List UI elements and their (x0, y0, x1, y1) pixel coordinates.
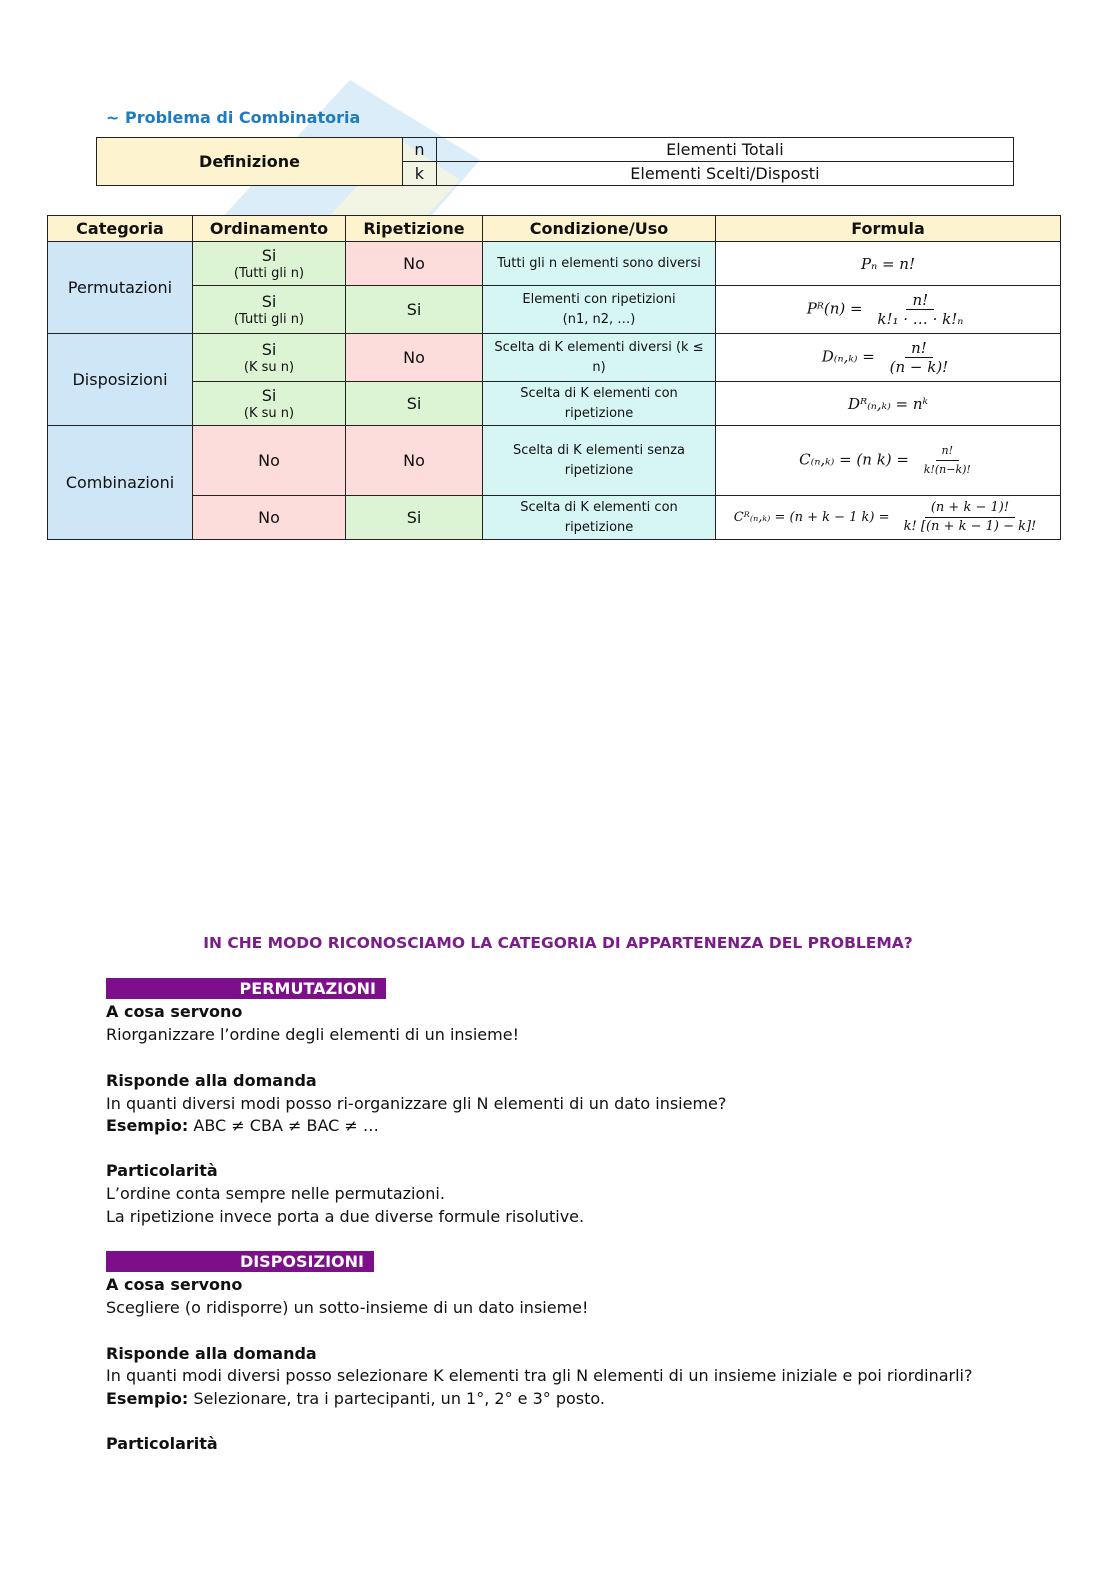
example-label: Esempio: (106, 1389, 189, 1408)
col-header: Categoria (48, 216, 193, 242)
example-text: Selezionare, tra i partecipanti, un 1°, 2° e 3° posto. (188, 1389, 605, 1408)
cond-line: Scelta di K elementi con (520, 385, 678, 401)
disposizioni-text-1: Scegliere (o ridisporre) un sotto-insieme di un dato insieme! (106, 1298, 589, 1317)
col-header: Condizione/Uso (483, 216, 716, 242)
cond-line: ripetizione (564, 519, 634, 535)
formula-combination (716, 426, 1061, 496)
formula-fraction (918, 442, 977, 479)
ripetizione-cell: Si (346, 496, 483, 540)
ripetizione-cell: No (346, 242, 483, 286)
cond-line: ripetizione (564, 405, 634, 421)
ripetizione-cell: No (346, 334, 483, 382)
definition-table (96, 137, 1014, 186)
formula-disposition (716, 334, 1061, 382)
definition-meaning: Elementi Totali (436, 138, 1013, 162)
permutazioni-heading-1: A cosa servono (106, 1002, 243, 1021)
condition-cell (483, 334, 716, 382)
example-text: ABC ≠ CBA ≠ BAC ≠ … (188, 1116, 379, 1135)
formula-numerator: n! (906, 291, 934, 310)
col-header: Ordinamento (193, 216, 346, 242)
permutazioni-text-1: Riorganizzare l’ordine degli elementi di un insieme! (106, 1025, 519, 1044)
permutazioni-text-2: In quanti diversi modi posso ri-organizzare gli N elementi di un dato insieme? (106, 1094, 727, 1113)
formula-lhs: C₍ₙ,ₖ₎ = (n k) = (799, 450, 909, 469)
ordinamento-cell (193, 382, 346, 426)
disposizioni-example (106, 1389, 605, 1408)
permutazioni-heading-3: Particolarità (106, 1161, 218, 1180)
formula-numerator: n! (905, 339, 933, 358)
disposizioni-text-2: In quanti modi diversi posso selezionare K elementi tra gli N elementi di un insieme iniziale e poi riordinarli? (106, 1366, 973, 1385)
condition-cell (483, 382, 716, 426)
permutazioni-text-3b: La ripetizione invece porta a due diverse formule risolutive. (106, 1207, 585, 1226)
disposizioni-heading-1: A cosa servono (106, 1275, 243, 1294)
cond-line: ripetizione (564, 462, 634, 478)
cond-line: (n1, n2, …) (562, 311, 636, 327)
cond-line: Scelta di K elementi senza (512, 442, 685, 458)
condition-cell (483, 496, 716, 540)
category-permutazioni: Permutazioni (48, 242, 193, 334)
permutazioni-banner: PERMUTAZIONI (106, 978, 386, 999)
formula-lhs: D₍ₙ,ₖ₎ = (821, 347, 875, 366)
condition-cell (483, 426, 716, 496)
category-disposizioni: Disposizioni (48, 334, 193, 426)
condition-cell (483, 286, 716, 334)
formula-denominator: k!₁ · … · k!ₙ (877, 310, 964, 328)
cond-line: Scelta di K elementi con (520, 499, 678, 515)
formula-fraction (871, 291, 969, 328)
formula-denominator: (n − k)! (889, 358, 949, 376)
formula-denominator: k!(n−k)! (923, 463, 971, 476)
permutazioni-heading-2: Risponde alla domanda (106, 1071, 317, 1090)
cond-line: n) (592, 359, 606, 375)
formula-permutation-repetition (716, 286, 1061, 334)
ordinamento-cell (193, 334, 346, 382)
ord-value: Si (261, 292, 277, 311)
definition-label: Definizione (97, 138, 403, 186)
condition-cell: Tutti gli n elementi sono diversi (483, 242, 716, 286)
disposizioni-heading-3: Particolarità (106, 1434, 218, 1453)
ordinamento-cell: No (193, 496, 346, 540)
formula-numerator: n! (936, 442, 960, 461)
ripetizione-cell: No (346, 426, 483, 496)
formula-lhs: Cᴿ₍ₙ,ₖ₎ = (n + k − 1 k) = (733, 510, 890, 525)
formula-denominator: k! [(n + k − 1) − k]! (903, 519, 1037, 534)
formula-fraction (884, 339, 955, 376)
permutazioni-example (106, 1116, 379, 1135)
ripetizione-cell: Si (346, 382, 483, 426)
formula-lhs: Pᴿ(n) = (806, 299, 863, 318)
question-heading: IN CHE MODO RICONOSCIAMO LA CATEGORIA DI APPARTENENZA DEL PROBLEMA? (203, 934, 913, 952)
definition-symbol: n (403, 138, 437, 162)
ord-note: (Tutti gli n) (233, 312, 305, 327)
ordinamento-cell: No (193, 426, 346, 496)
formula-fraction (898, 499, 1043, 536)
formula-combination-repetition (716, 496, 1061, 540)
category-combinazioni: Combinazioni (48, 426, 193, 540)
formula-disposition-repetition: Dᴿ₍ₙ,ₖ₎ = nᵏ (716, 382, 1061, 426)
ordinamento-cell (193, 242, 346, 286)
ord-note: (K su n) (243, 406, 295, 421)
definition-symbol: k (403, 162, 437, 186)
formula-numerator: (n + k − 1)! (925, 499, 1015, 518)
permutazioni-text-3a: L’ordine conta sempre nelle permutazioni. (106, 1184, 445, 1203)
definition-meaning: Elementi Scelti/Disposti (436, 162, 1013, 186)
ord-value: Si (261, 246, 277, 265)
col-header: Ripetizione (346, 216, 483, 242)
combinatorics-table (47, 215, 1061, 540)
disposizioni-heading-2: Risponde alla domanda (106, 1344, 317, 1363)
cond-line: Elementi con ripetizioni (522, 291, 676, 307)
disposizioni-banner: DISPOSIZIONI (106, 1251, 374, 1272)
ord-note: (Tutti gli n) (233, 266, 305, 281)
section-title: ~ Problema di Combinatoria (106, 108, 361, 127)
example-label: Esempio: (106, 1116, 189, 1135)
formula-permutation: Pₙ = n! (716, 242, 1061, 286)
col-header: Formula (716, 216, 1061, 242)
ripetizione-cell: Si (346, 286, 483, 334)
ord-value: Si (261, 386, 277, 405)
ord-value: Si (261, 340, 277, 359)
ordinamento-cell (193, 286, 346, 334)
cond-line: Scelta di K elementi diversi (k ≤ (494, 339, 704, 355)
ord-note: (K su n) (243, 360, 295, 375)
